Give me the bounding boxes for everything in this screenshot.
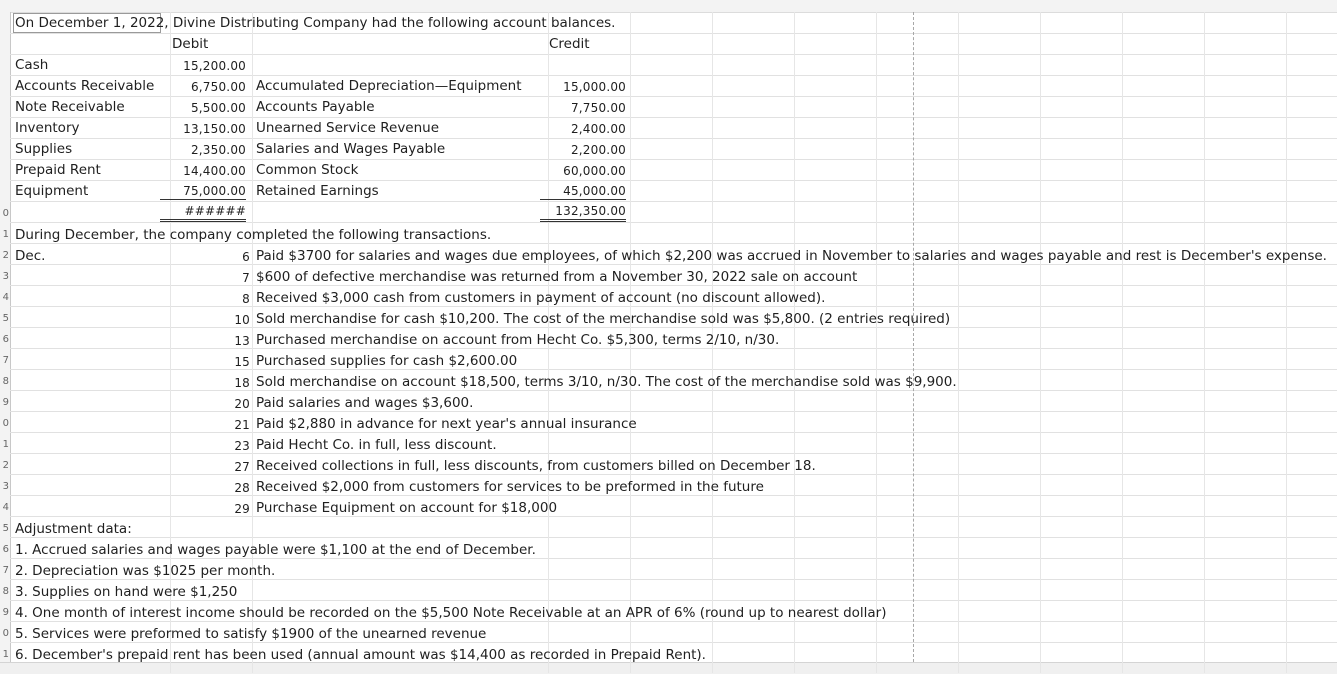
page-break-line bbox=[913, 12, 914, 662]
column-line bbox=[1040, 12, 1041, 673]
credit-account-amount[interactable]: 7,750.00 bbox=[570, 101, 626, 115]
debit-account-name[interactable]: Equipment bbox=[15, 183, 89, 199]
row-number[interactable]: 8 bbox=[2, 586, 9, 597]
transaction-text[interactable]: Purchased supplies for cash $2,600.00 bbox=[256, 353, 518, 369]
row-number[interactable]: 7 bbox=[2, 565, 9, 576]
debit-header[interactable]: Debit bbox=[172, 36, 209, 52]
transaction-text[interactable]: Sold merchandise for cash $10,200. The cost of the merchandise sold was $5,800. (2 entries required) bbox=[256, 311, 951, 327]
transaction-text[interactable]: Paid Hecht Co. in full, less discount. bbox=[256, 437, 497, 453]
row-number[interactable]: 7 bbox=[2, 355, 9, 366]
credit-account-name[interactable]: Unearned Service Revenue bbox=[256, 120, 440, 136]
transaction-text[interactable]: Paid salaries and wages $3,600. bbox=[256, 395, 474, 411]
column-line bbox=[1286, 12, 1287, 673]
transaction-day[interactable]: 15 bbox=[234, 355, 250, 369]
row-line bbox=[10, 222, 1337, 223]
credit-account-amount[interactable]: 60,000.00 bbox=[563, 164, 626, 178]
row-number[interactable]: 8 bbox=[2, 376, 9, 387]
adjustment-item[interactable]: 6. December's prepaid rent has been used (annual amount was $14,400 as recorded in Prepaid Rent). bbox=[15, 647, 706, 663]
column-line bbox=[1204, 12, 1205, 673]
debit-account-amount[interactable]: 14,400.00 bbox=[183, 164, 246, 178]
row-number[interactable]: 2 bbox=[2, 460, 9, 471]
debit-account-amount[interactable]: 15,200.00 bbox=[183, 59, 246, 73]
transaction-day[interactable]: 23 bbox=[234, 439, 250, 453]
row-line bbox=[10, 33, 1337, 34]
debit-account-name[interactable]: Cash bbox=[15, 57, 49, 73]
row-number[interactable]: 1 bbox=[2, 649, 9, 660]
transaction-day[interactable]: 18 bbox=[234, 376, 250, 390]
column-line bbox=[1122, 12, 1123, 673]
adjustment-item[interactable]: 3. Supplies on hand were $1,250 bbox=[15, 584, 238, 600]
debit-total[interactable]: ###### bbox=[160, 204, 246, 222]
credit-account-amount[interactable]: 15,000.00 bbox=[563, 80, 626, 94]
row-line bbox=[10, 537, 1337, 538]
debit-account-amount[interactable]: 6,750.00 bbox=[190, 80, 246, 94]
page-title[interactable]: On December 1, 2022, Divine Distributing Company had the following account balances. bbox=[15, 15, 616, 31]
row-number[interactable]: 0 bbox=[2, 208, 9, 219]
row-line bbox=[10, 180, 1337, 181]
credit-account-name[interactable]: Salaries and Wages Payable bbox=[256, 141, 446, 157]
adjustment-item[interactable]: 1. Accrued salaries and wages payable were $1,100 at the end of December. bbox=[15, 542, 536, 558]
transaction-text[interactable]: Paid $3700 for salaries and wages due employees, of which $2,200 was accrued in November to salaries and wages payable and rest is December's expense. bbox=[256, 248, 1327, 264]
adjustment-item[interactable]: 5. Services were preformed to satisfy $1900 of the unearned revenue bbox=[15, 626, 487, 642]
transaction-text[interactable]: Sold merchandise on account $18,500, terms 3/10, n/30. The cost of the merchandise sold was $9,900. bbox=[256, 374, 957, 390]
row-number[interactable]: 4 bbox=[2, 502, 9, 513]
credit-account-name[interactable]: Accumulated Depreciation—Equipment bbox=[256, 78, 522, 94]
row-number[interactable]: 4 bbox=[2, 292, 9, 303]
month-label[interactable]: Dec. bbox=[15, 248, 46, 264]
row-number[interactable]: 9 bbox=[2, 397, 9, 408]
credit-total[interactable]: 132,350.00 bbox=[540, 204, 626, 222]
transaction-day[interactable]: 13 bbox=[234, 334, 250, 348]
row-number[interactable]: 1 bbox=[2, 439, 9, 450]
row-line bbox=[10, 54, 1337, 55]
debit-account-name[interactable]: Accounts Receivable bbox=[15, 78, 155, 94]
transaction-day[interactable]: 10 bbox=[234, 313, 250, 327]
transaction-text[interactable]: Purchase Equipment on account for $18,000 bbox=[256, 500, 558, 516]
transaction-day[interactable]: 6 bbox=[242, 250, 250, 264]
adjustments-title[interactable]: Adjustment data: bbox=[15, 521, 132, 537]
transaction-text[interactable]: $600 of defective merchandise was returned from a November 30, 2022 sale on account bbox=[256, 269, 858, 285]
row-number[interactable]: 6 bbox=[2, 544, 9, 555]
credit-account-name[interactable]: Accounts Payable bbox=[256, 99, 375, 115]
debit-account-amount[interactable]: 75,000.00 bbox=[160, 183, 246, 200]
debit-account-name[interactable]: Inventory bbox=[15, 120, 80, 136]
transaction-day[interactable]: 20 bbox=[234, 397, 250, 411]
row-number[interactable]: 3 bbox=[2, 481, 9, 492]
adjustment-item[interactable]: 4. One month of interest income should be recorded on the $5,500 Note Receivable at an APR of 6% (round up to nearest dollar) bbox=[15, 605, 887, 621]
credit-account-amount[interactable]: 2,400.00 bbox=[570, 122, 626, 136]
adjustment-item[interactable]: 2. Depreciation was $1025 per month. bbox=[15, 563, 276, 579]
row-number[interactable]: 9 bbox=[2, 607, 9, 618]
credit-header[interactable]: Credit bbox=[549, 36, 590, 52]
row-line bbox=[10, 117, 1337, 118]
credit-account-amount[interactable]: 2,200.00 bbox=[570, 143, 626, 157]
column-header-bar bbox=[0, 0, 1337, 13]
transaction-text[interactable]: Paid $2,880 in advance for next year's annual insurance bbox=[256, 416, 637, 432]
transaction-day[interactable]: 21 bbox=[234, 418, 250, 432]
transaction-day[interactable]: 8 bbox=[242, 292, 250, 306]
transaction-text[interactable]: Received collections in full, less discounts, from customers billed on December 18. bbox=[256, 458, 816, 474]
debit-account-name[interactable]: Note Receivable bbox=[15, 99, 125, 115]
row-number[interactable]: 3 bbox=[2, 271, 9, 282]
debit-account-name[interactable]: Supplies bbox=[15, 141, 73, 157]
column-line bbox=[876, 12, 877, 673]
column-line bbox=[794, 12, 795, 673]
row-line bbox=[10, 159, 1337, 160]
debit-account-name[interactable]: Prepaid Rent bbox=[15, 162, 101, 178]
transaction-text[interactable]: Purchased merchandise on account from Hecht Co. $5,300, terms 2/10, n/30. bbox=[256, 332, 780, 348]
transaction-text[interactable]: Received $2,000 from customers for services to be preformed in the future bbox=[256, 479, 764, 495]
debit-account-amount[interactable]: 2,350.00 bbox=[190, 143, 246, 157]
debit-account-amount[interactable]: 5,500.00 bbox=[190, 101, 246, 115]
row-number[interactable]: 6 bbox=[2, 334, 9, 345]
transaction-day[interactable]: 7 bbox=[242, 271, 250, 285]
column-line bbox=[958, 12, 959, 673]
debit-account-amount[interactable]: 13,150.00 bbox=[183, 122, 246, 136]
credit-account-amount[interactable]: 45,000.00 bbox=[540, 183, 626, 200]
credit-account-name[interactable]: Common Stock bbox=[256, 162, 359, 178]
transaction-day[interactable]: 29 bbox=[234, 502, 250, 516]
row-line bbox=[10, 96, 1337, 97]
row-number[interactable]: 5 bbox=[2, 523, 9, 534]
transaction-day[interactable]: 27 bbox=[234, 460, 250, 474]
row-line bbox=[10, 138, 1337, 139]
row-line bbox=[10, 201, 1337, 202]
credit-account-name[interactable]: Retained Earnings bbox=[256, 183, 379, 199]
transaction-text[interactable]: Received $3,000 cash from customers in payment of account (no discount allowed). bbox=[256, 290, 826, 306]
row-line bbox=[10, 75, 1337, 76]
row-number[interactable]: 1 bbox=[2, 229, 9, 240]
transactions-intro[interactable]: During December, the company completed the following transactions. bbox=[15, 227, 492, 243]
row-number[interactable]: 0 bbox=[2, 418, 9, 429]
transaction-day[interactable]: 28 bbox=[234, 481, 250, 495]
row-number[interactable]: 0 bbox=[2, 628, 9, 639]
row-number[interactable]: 5 bbox=[2, 313, 9, 324]
row-number[interactable]: 2 bbox=[2, 250, 9, 261]
